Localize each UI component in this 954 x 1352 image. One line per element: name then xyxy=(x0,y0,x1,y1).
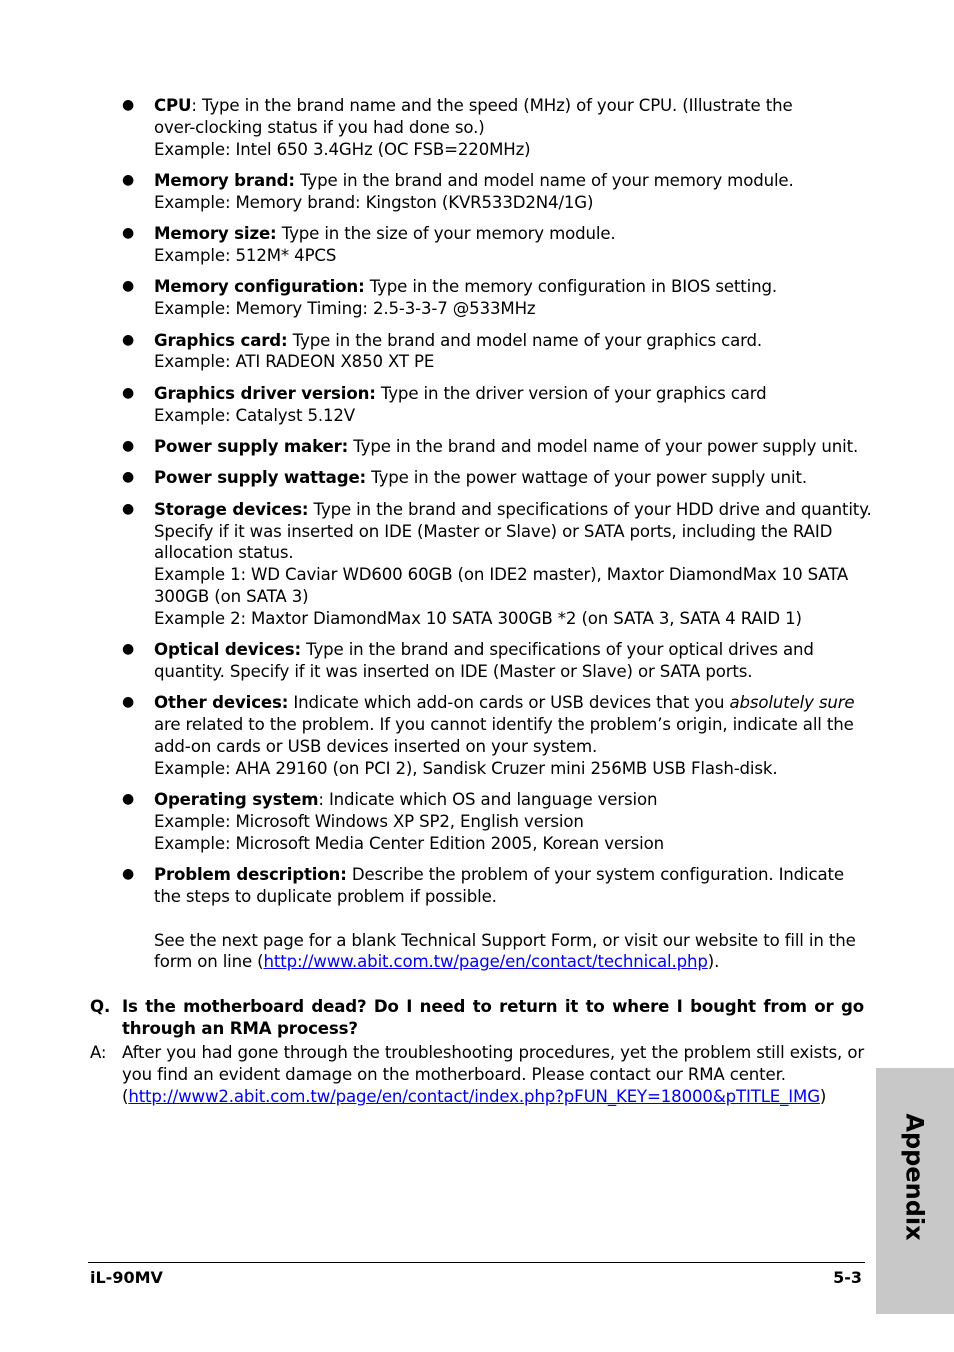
bullet-text: Example: 512M* 4PCS xyxy=(154,245,337,265)
bullet-text: Indicate which add-on cards or USB devices that you xyxy=(293,693,730,713)
question-block xyxy=(90,996,864,1040)
bullet-text: Example: Intel 650 3.4GHz (OC FSB=220MHz) xyxy=(154,139,531,159)
bullet-text: Describe the problem of your system configuration. Indicate xyxy=(351,865,844,885)
note-text: form on line ( xyxy=(154,952,264,972)
bullet-memory-configuration xyxy=(118,276,878,320)
bullet-text: Type in the brand and model name of your power supply unit. xyxy=(353,436,859,456)
bullet-term: CPU xyxy=(154,96,192,115)
footer-model: iL-90MV xyxy=(90,1268,163,1287)
rma-center-link[interactable]: http://www2.abit.com.tw/page/en/contact/index.php?pFUN_KEY=18000&pTITLE_IMG xyxy=(128,1087,820,1106)
bullet-term: Memory configuration: xyxy=(154,277,365,297)
bullet-term: Operating system xyxy=(154,790,319,810)
bullet-text: Type in the brand and specifications of your HDD drive and quantity. xyxy=(313,499,872,519)
bullet-text: over-clocking status if you had done so.) xyxy=(154,117,485,137)
bullet-power-supply-wattage xyxy=(118,467,878,489)
bullet-dot-icon: ● xyxy=(122,437,135,454)
note-text: ). xyxy=(707,952,720,972)
bullet-text: Type in the brand and specifications of your optical drives and xyxy=(306,640,814,660)
bullet-cpu: ● CPU: Type in the brand name and the speed (MHz) of your CPU. (Illustrate the over-clocking status if you had done so.) Example: Intel 650 3.4GHz (OC FSB=220MHz) xyxy=(118,95,878,160)
bullet-dot-icon: ● xyxy=(122,641,135,658)
bullet-text: 300GB (on SATA 3) xyxy=(154,586,309,606)
bullet-text: Example: Memory Timing: 2.5-3-3-7 @533MHz xyxy=(154,299,536,319)
bullet-term: Power supply wattage: xyxy=(154,468,367,488)
bullet-text: Example: AHA 29160 (on PCI 2), Sandisk Cruzer mini 256MB USB Flash-disk. xyxy=(154,758,778,778)
bullet-dot-icon: ● xyxy=(122,331,135,348)
bullet-term: Optical devices: xyxy=(154,640,301,660)
emphasis-text: absolutely sure xyxy=(729,693,855,713)
bullet-text: Example: ATI RADEON X850 XT PE xyxy=(154,352,435,372)
bullet-power-supply-maker xyxy=(118,436,878,458)
bullet-problem-description xyxy=(118,864,878,973)
bullet-text: Type in the brand name and the speed (MHz) of your CPU. (Illustrate the xyxy=(201,96,793,115)
spec-bullet-list xyxy=(118,95,878,983)
bullet-text: add-on cards or USB devices inserted on your system. xyxy=(154,736,598,756)
bullet-dot-icon: ● xyxy=(122,791,135,808)
bullet-text: Example: Memory brand: Kingston (KVR533D2N4/1G) xyxy=(154,192,594,212)
bullet-text: Example: Microsoft Media Center Edition 2005, Korean version xyxy=(154,833,664,853)
bullet-term: Problem description: xyxy=(154,865,347,885)
bullet-text: Type in the brand and model name of your memory module. xyxy=(300,170,794,190)
bullet-graphics-card xyxy=(118,330,878,374)
bullet-storage-devices xyxy=(118,499,878,630)
bullet-text: Type in the memory configuration in BIOS setting. xyxy=(369,277,777,297)
bullet-term: Memory size: xyxy=(154,224,277,244)
answer-label: A: xyxy=(90,1043,107,1062)
bullet-text: Indicate which OS and language version xyxy=(328,790,658,810)
bullet-term: Power supply maker: xyxy=(154,436,349,456)
bullet-text: the steps to duplicate problem if possible. xyxy=(154,886,497,906)
bullet-term: Graphics card: xyxy=(154,330,288,350)
answer-text: After you had gone through the troubleshooting procedures, yet the problem still exists, or you find an evident damage on the motherboard. Please contact our RMA center. xyxy=(122,1043,864,1084)
bullet-dot-icon: ● xyxy=(122,278,135,295)
bullet-term: Other devices: xyxy=(154,693,289,713)
footer-page-number: 5-3 xyxy=(833,1268,862,1287)
bullet-text: Example: Microsoft Windows XP SP2, English version xyxy=(154,811,584,831)
bullet-graphics-driver-version xyxy=(118,383,878,427)
bullet-text: allocation status. xyxy=(154,543,294,563)
answer-block: A: After you had gone through the troubleshooting procedures, yet the problem still exists, or you find an evident damage on the motherboard. Please contact our RMA center. (http://www2.abit.com.tw/page/en/contact/index.php?pFUN_KEY=18000&pTITLE_IMG) xyxy=(90,1043,864,1106)
bullet-term: Memory brand: xyxy=(154,170,295,190)
bullet-optical-devices xyxy=(118,639,878,683)
bullet-text: Type in the size of your memory module. xyxy=(281,224,616,244)
bullet-text: Specify if it was inserted on IDE (Master or Slave) or SATA ports, including the RAID xyxy=(154,521,833,541)
bullet-dot-icon: ● xyxy=(122,225,135,242)
note-text: See the next page for a blank Technical Support Form, or visit our website to fill in the xyxy=(154,930,856,950)
appendix-side-tab xyxy=(876,1068,954,1314)
bullet-term: Graphics driver version: xyxy=(154,383,376,403)
bullet-text: Type in the driver version of your graphics card xyxy=(380,383,767,403)
bullet-text: Type in the power wattage of your power supply unit. xyxy=(371,468,807,488)
question-label: Q. xyxy=(90,997,111,1016)
question-text: Is the motherboard dead? Do I need to return it to where I bought from or go through an RMA process? xyxy=(122,997,864,1038)
bullet-dot-icon: ● xyxy=(122,694,135,711)
appendix-tab-label: Appendix xyxy=(901,1113,929,1241)
bullet-term: Storage devices: xyxy=(154,499,309,519)
bullet-dot-icon: ● xyxy=(122,384,135,401)
bullet-text: Example: Catalyst 5.12V xyxy=(154,405,355,425)
bullet-dot-icon: ● xyxy=(122,171,135,188)
bullet-text: Type in the brand and model name of your graphics card. xyxy=(292,330,763,350)
bullet-text: Example 1: WD Caviar WD600 60GB (on IDE2 master), Maxtor DiamondMax 10 SATA xyxy=(154,565,849,585)
bullet-text: quantity. Specify if it was inserted on IDE (Master or Slave) or SATA ports. xyxy=(154,661,753,681)
support-form-note xyxy=(154,930,878,974)
bullet-dot-icon: ● xyxy=(122,97,135,113)
bullet-other-devices xyxy=(118,692,878,779)
bullet-memory-brand xyxy=(118,170,878,214)
bullet-dot-icon: ● xyxy=(122,500,135,517)
bullet-text: are related to the problem. If you cannot identify the problem’s origin, indicate all the xyxy=(154,715,854,735)
technical-support-link[interactable]: http://www.abit.com.tw/page/en/contact/technical.php xyxy=(263,952,708,972)
bullet-text: Example 2: Maxtor DiamondMax 10 SATA 300GB *2 (on SATA 3, SATA 4 RAID 1) xyxy=(154,608,802,628)
bullet-operating-system: ● Operating system: Indicate which OS and language version Example: Microsoft Windows XP SP2, English version Example: Microsoft Media Center Edition 2005, Korean version xyxy=(118,789,878,854)
bullet-dot-icon: ● xyxy=(122,866,135,883)
footer-divider xyxy=(88,1262,865,1263)
bullet-dot-icon: ● xyxy=(122,469,135,486)
bullet-memory-size xyxy=(118,223,878,267)
